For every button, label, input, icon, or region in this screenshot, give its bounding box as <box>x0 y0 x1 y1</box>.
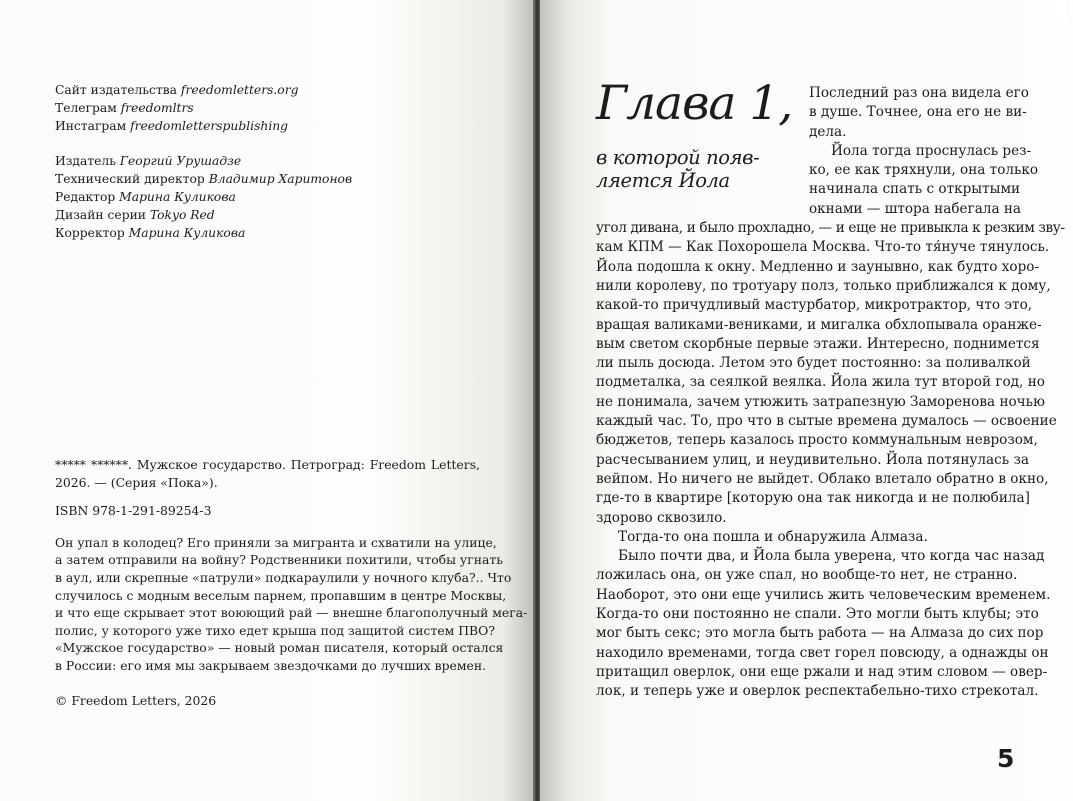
body-line: не понимала, зачем утюжить затрапезную Заморенова ночью <box>596 393 1045 410</box>
copyright: © Freedom Letters, 2026 <box>55 692 217 708</box>
page-number: 5 <box>997 744 1015 773</box>
body-line: бюджетов, теперь казалось просто коммунальным неврозом, <box>596 432 1038 449</box>
body-line: окнами — штора набегала на <box>809 200 1022 217</box>
body-line: Йола подошла к окну. Медленно и заунывно, как будто хоро- <box>596 258 1040 275</box>
body-line: находило временами, тогда свет горел повсюду, а однажды он <box>596 644 1049 661</box>
body-line: Было почти два, и Йола была уверена, что когда час назад <box>618 548 1045 565</box>
bibliographic-record: ***** ******. Мужское государство. Петроград: Freedom Letters, 2026. — (Серия «Пока»). <box>55 457 480 490</box>
body-line: дела. <box>809 123 847 140</box>
body-line: где-то в квартире [которую она так никогда и не полюбила] <box>596 490 1030 507</box>
imprint-block <box>55 82 352 242</box>
imprint-publisher: Издатель Георгий Урушадзе <box>55 154 242 169</box>
body-line: мог быть секс; это могла быть работа — на Алмаза до сих пор <box>596 625 1044 642</box>
scan-edge-mark <box>1056 0 1066 20</box>
body-line: Наоборот, это они еще учились жить человеческим временем. <box>596 586 1051 603</box>
body-line: вым светом скорбные первые этажи. Интересно, поднимется <box>596 335 1040 352</box>
chapter-title: Глава 1, <box>596 76 793 131</box>
isbn: ISBN 978-1-291-89254-3 <box>55 503 212 519</box>
imprint-telegram: Телеграм freedomltrs <box>55 100 194 115</box>
imprint-instagram: Инстаграм freedomletterspublishing <box>55 118 289 133</box>
imprint-technical-director: Технический директор Владимир Харитонов <box>55 172 353 187</box>
body-line: лок, и теперь уже и оверлок респектабельно-тихо стрекотал. <box>596 683 1039 700</box>
body-line: Йола тогда проснулась рез- <box>831 142 1032 159</box>
body-line: ложилась она, он уже спал, но вообще-то нет, не странно. <box>596 567 1018 584</box>
body-line: каждый час. То, про что в сытые времена думалось — освоение <box>596 413 1057 430</box>
imprint-proofreader: Корректор Марина Куликова <box>55 225 246 240</box>
body-line: Последний раз она видела его <box>809 85 1029 101</box>
body-line: ко, ее как тряхнули, она только <box>809 162 1039 179</box>
body-line: нили королеву, по тротуару полз, только приближался к дому, <box>596 277 1051 294</box>
body-line: Тогда-то она пошла и обнаружила Алмаза. <box>618 528 928 545</box>
body-line: притащил оверлок, они еще ржали и над этим словом — овер- <box>596 663 1048 680</box>
body-line: Когда-то они постоянно не спали. Это могли быть клубы; это <box>596 606 1039 623</box>
chapter-body <box>596 84 1065 702</box>
body-line: расчесыванием улиц, и неудивительно. Йола потянулась за <box>596 451 1029 468</box>
body-line: вращая валиками-вениками, и мигалка обхлопывала оранже- <box>596 316 1042 333</box>
body-line: начинала спать с открытыми <box>809 181 1021 198</box>
annotation: Он упал в колодец? Его приняли за мигранта и схватили на улице, а затем отправили на войну? Родственники похитили, чтобы угнать в аул, или скрепные «патрули» подкараулили у ночного клуба?.. Что случилось с модным веселым парнем, пропавшим в центре Москвы, и что еще скрывает этот воюющий рай — внешне благополучный мега- полис, у которого уже тихо едет крыша под защитой систем ПВО? «Мужское государство» — новый роман писателя, который остался в России: его имя мы закрываем звездочками до лучших времен. <box>55 534 528 673</box>
body-line: в душе. Точнее, она его не ви- <box>809 104 1027 121</box>
body-line: вейпом. Но ничего не выйдет. Облако влетало обратно в окно, <box>596 470 1049 487</box>
chapter-subtitle: в которой появ- ляется Йола <box>596 146 760 192</box>
body-line: какой-то причудливый мастурбатор, микротрактор, что это, <box>596 297 1033 314</box>
left-page <box>0 0 535 801</box>
body-line: угол дивана, и было прохладно, — и еще не привыкла к резким зву- <box>596 220 1065 237</box>
body-line: ли пыль досюда. Летом это будет постоянно: за поливалкой <box>596 355 1031 372</box>
body-line: подметалка, за сеялкой веялка. Йола жила тут второй год, но <box>596 374 1045 391</box>
imprint-editor: Редактор Марина Куликова <box>55 189 236 204</box>
body-line: здорово сквозило. <box>596 509 727 526</box>
bibliographic-block <box>55 456 528 709</box>
imprint-series-design: Дизайн серии Tokyo Red <box>55 207 215 222</box>
body-line: кам КПМ — Как Похорошела Москва. Что-то тя́нуче тянулось. <box>596 239 1050 256</box>
imprint-publisher-site: Сайт издательства freedomletters.org <box>55 83 299 97</box>
